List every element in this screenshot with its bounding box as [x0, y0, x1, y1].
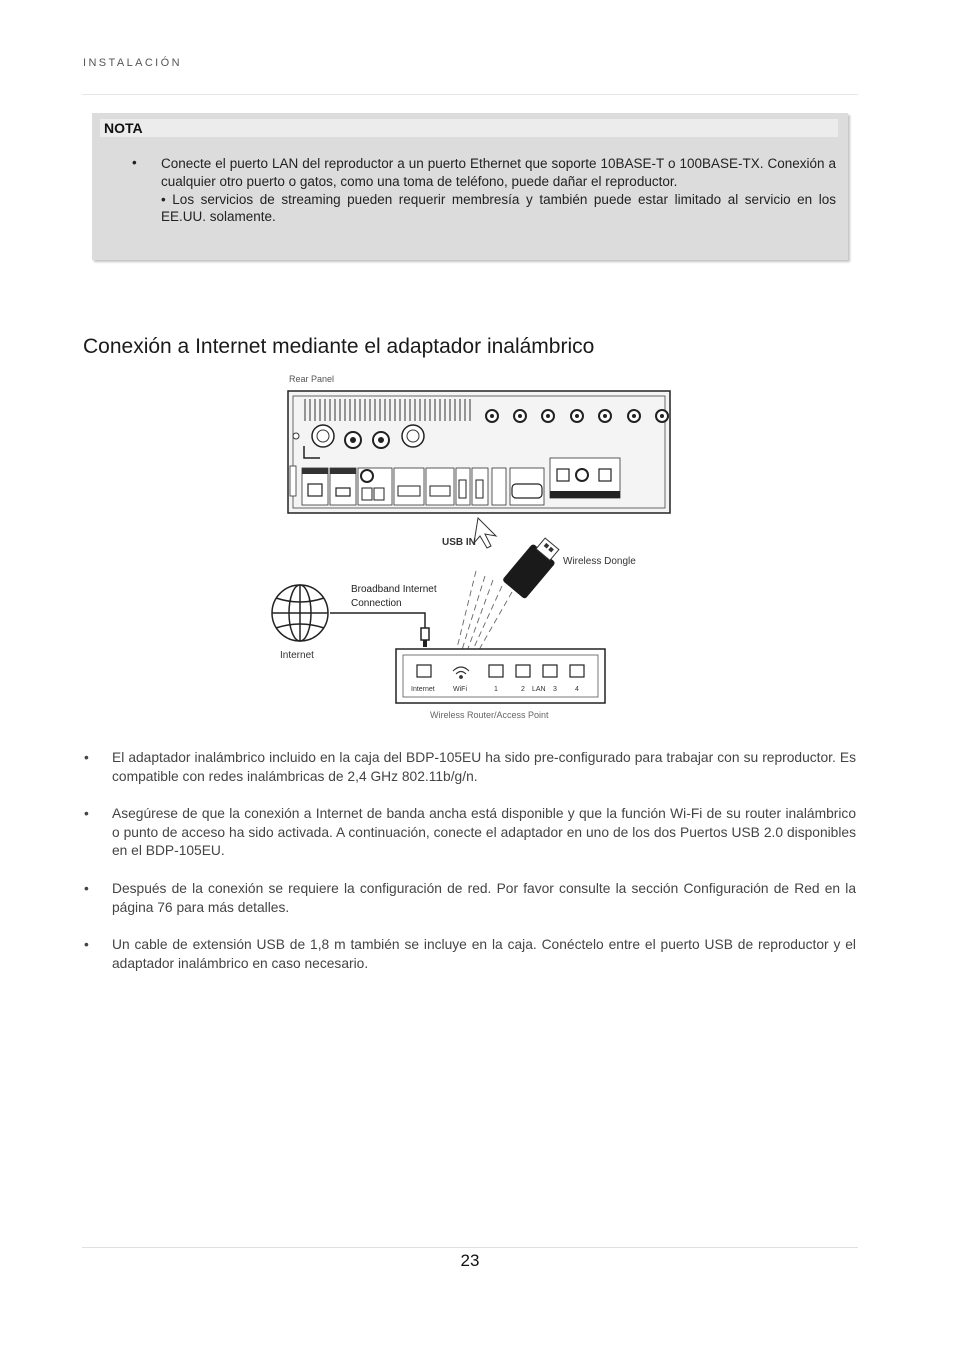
- router-port-internet: Internet: [411, 686, 435, 693]
- broadband-label-line-1: Broadband Internet: [351, 584, 437, 595]
- note-title: NOTA: [104, 120, 143, 136]
- bullet-dot: •: [84, 806, 89, 822]
- bullet-text: Después de la conexión se requiere la configuración de red. Por favor consulte la sección Configuración de Red en la página 76 para más detalles.: [112, 880, 856, 915]
- rear-panel-label: Rear Panel: [289, 374, 335, 384]
- note-box: [92, 113, 848, 260]
- rear-panel: [288, 391, 670, 513]
- bullet-dot: •: [84, 750, 89, 765]
- note-line-2: • Los servicios de streaming pueden requerir membresía y también puede estar limitado al servicio en los EE.UU. solamente.: [161, 191, 836, 225]
- note-line-1: Conecte el puerto LAN del reproductor a un puerto Ethernet que soporte 10BASE-T o 100BASE-TX. Conexión a cualquier otro puerto o gatos, como una toma de teléfono, puede dañar el reproductor.: [161, 156, 836, 189]
- router-port-lan: LAN: [532, 686, 546, 693]
- header-rule: [82, 94, 858, 95]
- list-item: [83, 749, 856, 786]
- page-number: 23: [460, 1251, 480, 1270]
- bullet-dot: •: [84, 880, 89, 896]
- router-icon: [396, 649, 605, 703]
- router-port-wifi: WiFi: [453, 686, 467, 693]
- bullet-text: El adaptador inalámbrico incluido en la caja del BDP-105EU ha sido pre-configurado para trabajar con su reproductor. Es compatible con redes inalámbricas de 2,4 GHz 802.11b/g/n.: [112, 750, 856, 784]
- wireless-dongle-icon: [502, 534, 564, 599]
- wireless-dongle-label: Wireless Dongle: [563, 556, 636, 567]
- note-title-bar: [100, 119, 838, 137]
- usb-in-arrow-icon: [474, 518, 496, 548]
- note-body: [161, 155, 836, 226]
- footer-rule: [82, 1247, 858, 1248]
- router-port-3: 3: [553, 686, 557, 693]
- ethernet-cable: [330, 613, 429, 647]
- bullet-text: Asegúrese de que la conexión a Internet de banda ancha está disponible y que la función Wi-Fi de su router inalámbrico o punto de acceso ha sido activada. A continuación, conecte el adaptador en uno de los dos Puertos USB 2.0 disponibles en el BDP-105EU.: [112, 806, 856, 859]
- globe-icon: [272, 585, 328, 641]
- router-label: Wireless Router/Access Point: [430, 710, 549, 720]
- list-item: [83, 936, 856, 973]
- wireless-signal: [456, 571, 512, 655]
- note-bullet: •: [132, 155, 137, 170]
- router-port-1: 1: [494, 686, 498, 693]
- bullet-dot: •: [84, 937, 89, 953]
- connection-diagram: [260, 366, 700, 726]
- list-item: [83, 805, 856, 861]
- running-header: INSTALACIÓN: [83, 57, 182, 69]
- broadband-label-line-2: Connection: [351, 598, 402, 609]
- router-port-4: 4: [575, 686, 579, 693]
- usb-in-label: USB IN: [442, 537, 476, 548]
- bullet-list: [83, 749, 856, 992]
- section-title: Conexión a Internet mediante el adaptador inalámbrico: [83, 335, 595, 359]
- router-port-2: 2: [521, 686, 525, 693]
- bullet-text: Un cable de extensión USB de 1,8 m también se incluye en la caja. Conéctelo entre el puerto USB de reproductor y el adaptador inalámbrico en caso necesario.: [112, 937, 856, 971]
- list-item: [83, 880, 856, 917]
- internet-label: Internet: [280, 650, 314, 661]
